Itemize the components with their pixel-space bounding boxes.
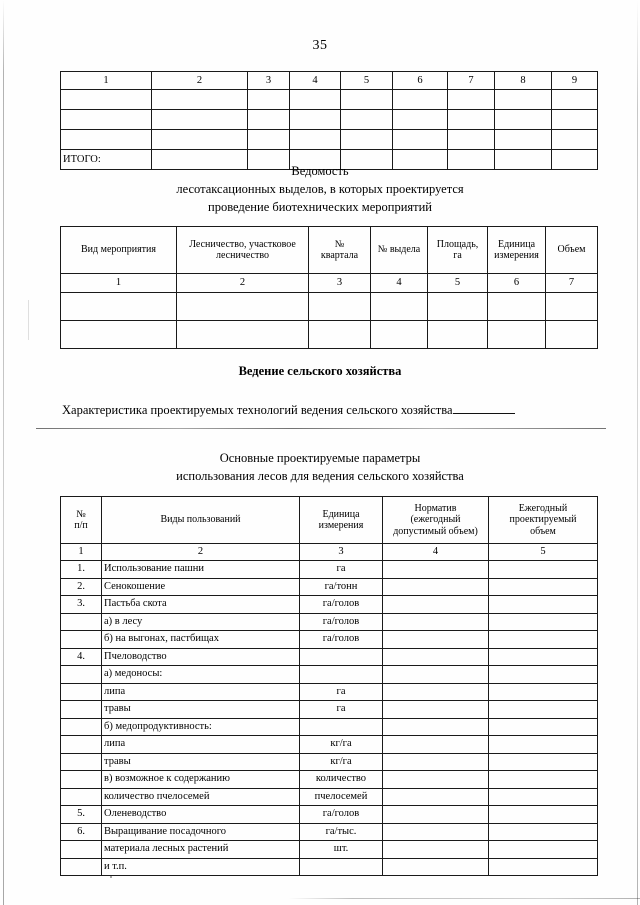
cell-volume: [489, 613, 598, 631]
cell-volume: [489, 753, 598, 771]
cell-usage-name: травы: [102, 753, 300, 771]
header-line: Норматив: [414, 503, 457, 515]
cell-row-number: [61, 718, 102, 736]
col-number: 6: [393, 72, 448, 90]
col-number: 5: [489, 544, 598, 561]
table-row: [61, 613, 598, 631]
cell-volume: [489, 736, 598, 754]
cell-unit: [300, 718, 383, 736]
header-line: № выдела: [377, 244, 421, 256]
vedomost-title-line1: Ведомость: [291, 164, 349, 178]
scan-speck: [110, 876, 112, 878]
cell-volume: [489, 683, 598, 701]
cell-usage-name: а) в лесу: [102, 613, 300, 631]
agriculture-parameters-table: [60, 496, 598, 876]
cell: [290, 90, 341, 110]
header-line: квартала: [320, 250, 359, 261]
header-lesnichestvo: [177, 227, 309, 274]
cell-row-number: [61, 701, 102, 719]
col-number: 4: [290, 72, 341, 90]
header-line: измерения: [318, 520, 364, 531]
cell-usage-name: липа: [102, 683, 300, 701]
header-kvartal: [309, 227, 371, 274]
scan-streak: [28, 300, 29, 340]
table-row: [61, 631, 598, 649]
cell-usage-name: Сенокошение: [102, 578, 300, 596]
cell-volume: [489, 841, 598, 859]
cell-usage-name: б) медопродуктивность:: [102, 718, 300, 736]
header-line: Единица: [497, 238, 536, 250]
table-row: [61, 90, 598, 110]
cell-usage-name: в) возможное к содержанию: [102, 771, 300, 789]
col-number: 6: [488, 274, 546, 293]
cell-usage-name: травы: [102, 701, 300, 719]
cell-unit: га: [300, 683, 383, 701]
cell: [177, 321, 309, 349]
cell: [341, 130, 393, 150]
vedomost-title-line3: проведение биотехнических мероприятий: [208, 199, 432, 214]
cell-norm: [383, 701, 489, 719]
cell-unit: шт.: [300, 841, 383, 859]
col-number: 7: [546, 274, 598, 293]
col-number: 7: [448, 72, 495, 90]
continuation-table: [60, 71, 598, 170]
cell-unit: количество: [300, 771, 383, 789]
cell: [152, 90, 248, 110]
cell: [371, 321, 428, 349]
cell: [495, 90, 552, 110]
cell-norm: [383, 666, 489, 684]
cell: [546, 321, 598, 349]
table-row: [61, 130, 598, 150]
cell-volume: [489, 631, 598, 649]
cell: [428, 293, 488, 321]
cell-norm: [383, 578, 489, 596]
cell-usage-name: б) на выгонах, пастбищах: [102, 631, 300, 649]
cell-norm: [383, 561, 489, 579]
cell-unit: [300, 648, 383, 666]
cell: [61, 321, 177, 349]
cell-unit: кг/га: [300, 736, 383, 754]
cell-norm: [383, 858, 489, 876]
table-row: [61, 841, 598, 859]
cell-row-number: [61, 613, 102, 631]
section-heading-agriculture: Ведение сельского хозяйства: [238, 364, 402, 378]
cell-row-number: [61, 771, 102, 789]
cell-norm: [383, 631, 489, 649]
col-number: 3: [300, 544, 383, 561]
header-line: Объем: [557, 244, 586, 256]
table-row: [61, 293, 598, 321]
header-vidy-polzovaniy: [102, 497, 300, 544]
cell-unit: га: [300, 701, 383, 719]
cell-unit: га/голов: [300, 806, 383, 824]
cell-unit: кг/га: [300, 753, 383, 771]
table-row: [61, 648, 598, 666]
vedomost-title: [0, 163, 640, 216]
cell-volume: [489, 666, 598, 684]
cell-row-number: [61, 666, 102, 684]
characteristic-line: [62, 400, 515, 418]
cell-norm: [383, 613, 489, 631]
table-row-column-numbers: [61, 274, 598, 293]
cell-volume: [489, 701, 598, 719]
table-row: [61, 753, 598, 771]
horizontal-rule: [36, 428, 606, 429]
header-normativ: [383, 497, 489, 544]
header-ploshchad: [428, 227, 488, 274]
cell-usage-name: количество пчелосемей: [102, 788, 300, 806]
cell-usage-name: Пастьба скота: [102, 596, 300, 614]
table-row: [61, 858, 598, 876]
cell: [448, 110, 495, 130]
header-line: измерения: [494, 250, 539, 261]
table-row: [61, 771, 598, 789]
cell: [61, 110, 152, 130]
table-row: [61, 321, 598, 349]
cell-usage-name: Выращивание посадочного: [102, 823, 300, 841]
cell: [290, 130, 341, 150]
cell-norm: [383, 753, 489, 771]
cell: [61, 130, 152, 150]
cell-unit: га/голов: [300, 613, 383, 631]
col-number: 8: [495, 72, 552, 90]
cell: [552, 110, 598, 130]
header-line: Единица: [322, 508, 360, 520]
cell-volume: [489, 771, 598, 789]
cell: [248, 90, 290, 110]
header-edinica-izmereniya: [300, 497, 383, 544]
cell: [61, 90, 152, 110]
cell-unit: пчелосемей: [300, 788, 383, 806]
cell-row-number: [61, 753, 102, 771]
cell-norm: [383, 771, 489, 789]
main-params-title: [0, 450, 640, 486]
page-number: 35: [312, 38, 328, 53]
col-number: 4: [371, 274, 428, 293]
cell-unit: га/тонн: [300, 578, 383, 596]
cell: [393, 110, 448, 130]
cell-volume: [489, 806, 598, 824]
cell-usage-name: материала лесных растений: [102, 841, 300, 859]
cell-norm: [383, 683, 489, 701]
table-row: [61, 718, 598, 736]
cell-volume: [489, 561, 598, 579]
table-header-row: [61, 497, 598, 544]
table-row: [61, 578, 598, 596]
table-row: [61, 701, 598, 719]
header-line: лесничество: [216, 250, 269, 261]
header-ezhegodnyy-obem: [489, 497, 598, 544]
header-line: Ежегодный: [518, 503, 568, 515]
header-edinica-izmereniya: [488, 227, 546, 274]
cell-norm: [383, 788, 489, 806]
table-header-row: [61, 227, 598, 274]
col-number: 5: [428, 274, 488, 293]
cell-volume: [489, 578, 598, 596]
table-row-column-numbers: [61, 544, 598, 561]
cell-row-number: [61, 788, 102, 806]
cell-unit: га/тыс.: [300, 823, 383, 841]
header-line: №: [334, 238, 345, 250]
cell-usage-name: Использование пашни: [102, 561, 300, 579]
cell-row-number: [61, 858, 102, 876]
header-line: га: [453, 250, 462, 261]
cell: [552, 90, 598, 110]
cell-usage-name: липа: [102, 736, 300, 754]
header-vid-meropriyatiya: [61, 227, 177, 274]
cell-row-number: 1.: [61, 561, 102, 579]
cell: [248, 130, 290, 150]
scan-edge-bottom: [0, 898, 640, 899]
vedomost-title-line2: лесотаксационных выделов, в которых проектируется: [176, 181, 464, 196]
cell: [393, 90, 448, 110]
header-line: допустимый объем): [393, 525, 478, 537]
cell-norm: [383, 823, 489, 841]
cell-row-number: 3.: [61, 596, 102, 614]
cell-norm: [383, 841, 489, 859]
characteristic-label: Характеристика проектируемых технологий ведения сельского хозяйства: [62, 403, 453, 417]
col-number: 5: [341, 72, 393, 90]
cell: [488, 293, 546, 321]
header-vydel: [371, 227, 428, 274]
cell-volume: [489, 788, 598, 806]
cell: [448, 90, 495, 110]
cell: [495, 110, 552, 130]
header-line: (ежегодный: [410, 514, 461, 526]
biotech-measures-table: [60, 226, 598, 349]
cell-volume: [489, 648, 598, 666]
col-number: 2: [102, 544, 300, 561]
main-params-title-line1: Основные проектируемые параметры: [219, 451, 421, 465]
cell-norm: [383, 806, 489, 824]
cell: [341, 110, 393, 130]
header-line: Виды пользований: [160, 514, 241, 526]
table-row: [61, 823, 598, 841]
header-line: №: [76, 508, 86, 520]
header-line: Лесничество, участковое: [189, 238, 296, 250]
cell: [152, 130, 248, 150]
table-row-column-numbers: [61, 72, 598, 90]
cell-row-number: 4.: [61, 648, 102, 666]
cell: [448, 130, 495, 150]
col-number: 4: [383, 544, 489, 561]
cell-volume: [489, 718, 598, 736]
cell: [428, 321, 488, 349]
cell-norm: [383, 648, 489, 666]
cell-row-number: 2.: [61, 578, 102, 596]
table-row: [61, 666, 598, 684]
cell-usage-name: и т.п.: [102, 858, 300, 876]
cell-unit: [300, 666, 383, 684]
header-line: Вид мероприятия: [81, 244, 156, 256]
col-number: 1: [61, 72, 152, 90]
cell-row-number: 5.: [61, 806, 102, 824]
cell: [309, 321, 371, 349]
table-row: [61, 683, 598, 701]
cell: [61, 293, 177, 321]
cell-norm: [383, 718, 489, 736]
col-number: 3: [248, 72, 290, 90]
cell: [290, 110, 341, 130]
cell: [546, 293, 598, 321]
header-number: [61, 497, 102, 544]
cell: [309, 293, 371, 321]
cell-unit: [300, 858, 383, 876]
cell: [371, 293, 428, 321]
header-line: проектируемый: [509, 514, 577, 526]
cell-usage-name: Пчеловодство: [102, 648, 300, 666]
cell-row-number: [61, 736, 102, 754]
table-row: [61, 736, 598, 754]
cell-volume: [489, 823, 598, 841]
cell-norm: [383, 736, 489, 754]
cell-row-number: [61, 841, 102, 859]
cell-unit: га/голов: [300, 596, 383, 614]
characteristic-fill-blank[interactable]: [453, 400, 515, 414]
table-row: [61, 110, 598, 130]
cell: [248, 110, 290, 130]
main-params-title-line2: использования лесов для ведения сельского хозяйства: [176, 468, 464, 483]
cell: [552, 130, 598, 150]
header-line: Площадь,: [436, 238, 479, 250]
cell: [488, 321, 546, 349]
header-line: п/п: [74, 520, 88, 531]
cell: [341, 90, 393, 110]
col-number: 9: [552, 72, 598, 90]
header-line: объем: [530, 525, 556, 537]
col-number: 2: [177, 274, 309, 293]
table-row: [61, 596, 598, 614]
total-label: ИТОГО:: [61, 150, 152, 170]
cell-row-number: [61, 631, 102, 649]
table-row: [61, 788, 598, 806]
cell-row-number: [61, 683, 102, 701]
cell: [152, 110, 248, 130]
cell: [177, 293, 309, 321]
table-row: [61, 561, 598, 579]
col-number: 1: [61, 274, 177, 293]
cell: [495, 130, 552, 150]
header-obem: [546, 227, 598, 274]
cell-norm: [383, 596, 489, 614]
cell-volume: [489, 858, 598, 876]
cell-usage-name: Оленеводство: [102, 806, 300, 824]
cell-usage-name: а) медоносы:: [102, 666, 300, 684]
cell-unit: га/голов: [300, 631, 383, 649]
col-number: 1: [61, 544, 102, 561]
col-number: 3: [309, 274, 371, 293]
table-row: [61, 806, 598, 824]
col-number: 2: [152, 72, 248, 90]
cell: [393, 130, 448, 150]
cell-row-number: 6.: [61, 823, 102, 841]
cell-unit: га: [300, 561, 383, 579]
cell-volume: [489, 596, 598, 614]
